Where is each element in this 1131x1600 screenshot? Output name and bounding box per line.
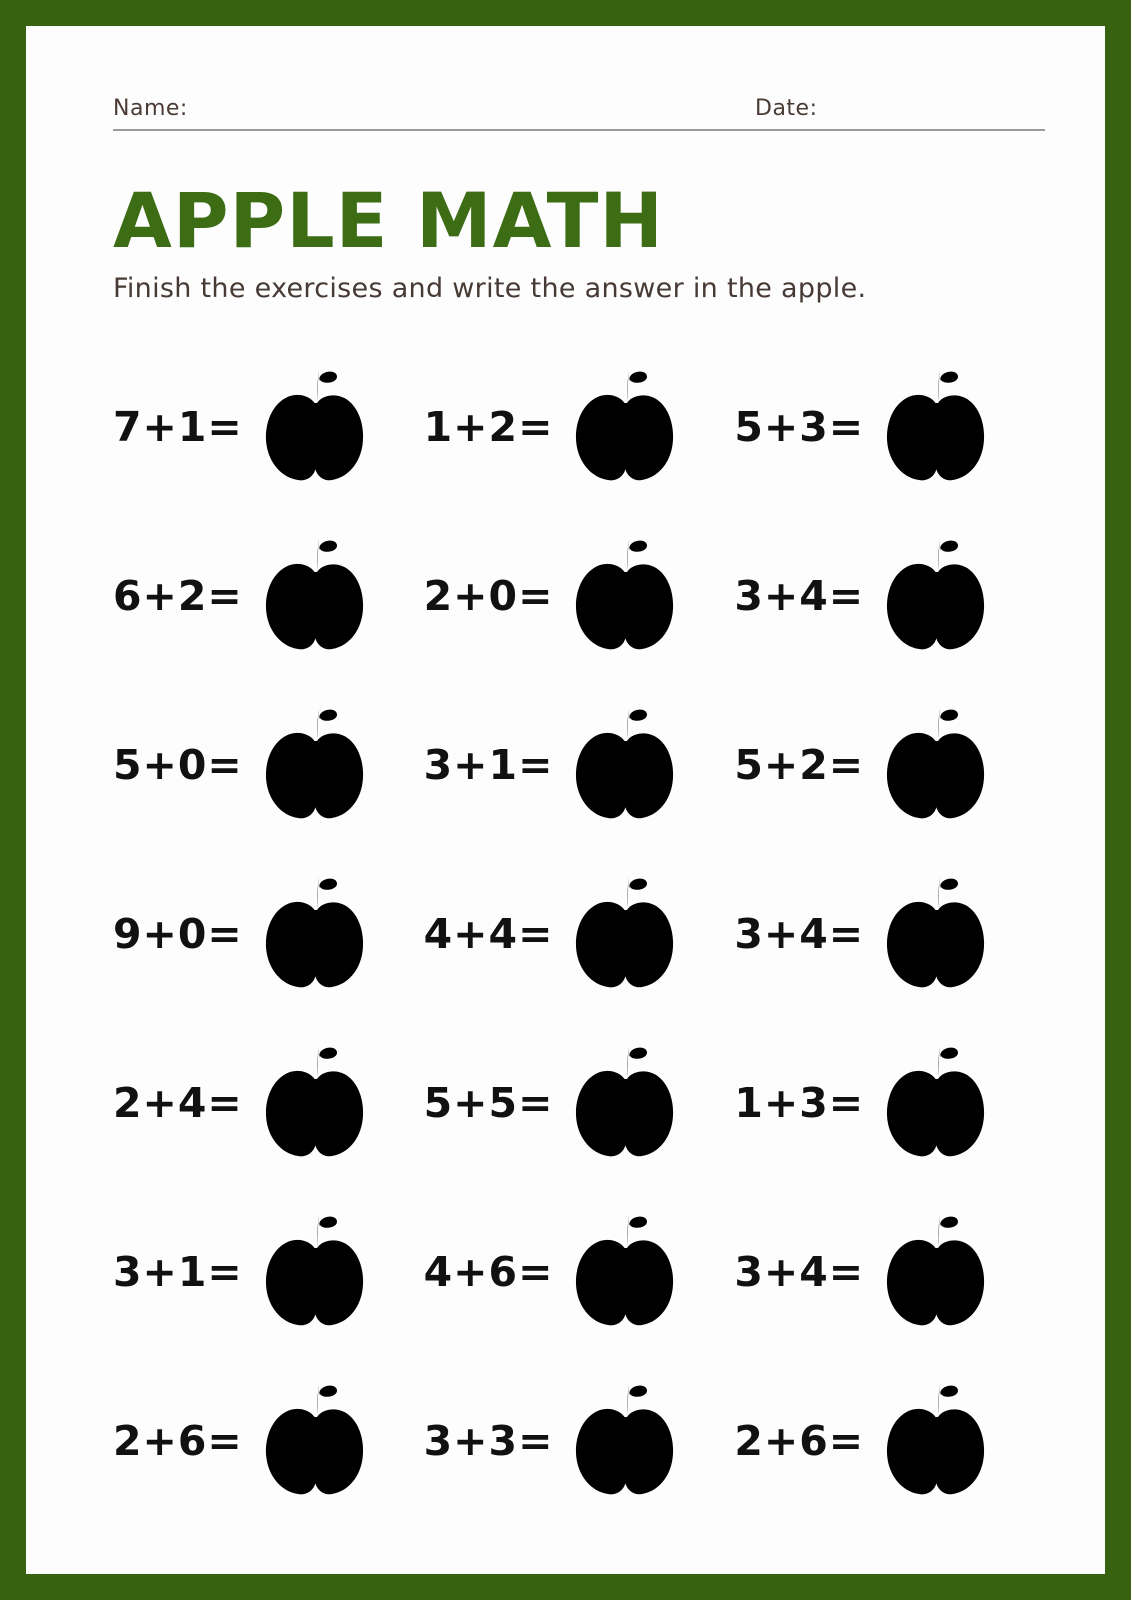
instructions-text: Finish the exercises and write the answer in the apple.: [113, 273, 867, 304]
problem-cell: [734, 849, 1045, 1018]
problem-cell: [113, 1187, 424, 1356]
problem-expression: 3+4=: [734, 909, 865, 958]
problem-expression: 2+4=: [113, 1078, 243, 1127]
problem-expression: 2+0=: [423, 571, 554, 620]
apple-outline-answer-area[interactable]: [569, 692, 685, 838]
apple-outline-answer-area[interactable]: [880, 1030, 996, 1176]
problem-expression: 5+0=: [113, 740, 243, 789]
problem-cell: [734, 511, 1045, 680]
header-row: [113, 96, 1045, 122]
problem-cell: [424, 511, 735, 680]
problem-expression: 2+6=: [113, 1416, 243, 1465]
problem-expression: 3+3=: [423, 1416, 554, 1465]
problem-cell: [113, 849, 424, 1018]
apple-outline-answer-area[interactable]: [880, 861, 996, 1007]
problem-cell: [424, 1356, 735, 1525]
apple-outline-answer-area[interactable]: [259, 861, 375, 1007]
apple-outline-answer-area[interactable]: [569, 1030, 685, 1176]
apple-outline-answer-area[interactable]: [880, 1199, 996, 1345]
problem-cell: [734, 342, 1045, 511]
problem-expression: 4+6=: [423, 1247, 554, 1296]
problem-expression: 3+4=: [734, 1247, 865, 1296]
worksheet-page: [26, 26, 1105, 1574]
problem-cell: [113, 342, 424, 511]
apple-outline-answer-area[interactable]: [259, 1368, 375, 1514]
problem-cell: [424, 1018, 735, 1187]
problem-expression: 3+1=: [113, 1247, 243, 1296]
apple-outline-answer-area[interactable]: [569, 523, 685, 669]
apple-outline-answer-area[interactable]: [880, 1368, 996, 1514]
apple-outline-answer-area[interactable]: [569, 861, 685, 1007]
apple-outline-answer-area[interactable]: [880, 523, 996, 669]
problem-expression: 1+3=: [734, 1078, 865, 1127]
problem-expression: 5+5=: [423, 1078, 554, 1127]
problem-expression: 5+2=: [734, 740, 865, 789]
header-rule: [113, 129, 1045, 131]
apple-outline-answer-area[interactable]: [569, 1368, 685, 1514]
problem-cell: [424, 849, 735, 1018]
problem-expression: 3+1=: [423, 740, 554, 789]
apple-outline-answer-area[interactable]: [259, 1030, 375, 1176]
problem-cell: [734, 680, 1045, 849]
apple-outline-answer-area[interactable]: [259, 354, 375, 500]
problem-cell: [424, 342, 735, 511]
problem-expression: 1+2=: [423, 402, 554, 451]
apple-outline-answer-area[interactable]: [569, 354, 685, 500]
problem-expression: 3+4=: [734, 571, 865, 620]
problem-cell: [734, 1018, 1045, 1187]
apple-outline-answer-area[interactable]: [880, 692, 996, 838]
apple-outline-answer-area[interactable]: [259, 692, 375, 838]
problem-cell: [734, 1187, 1045, 1356]
problems-grid: [113, 342, 1045, 1525]
problem-cell: [113, 1018, 424, 1187]
problem-expression: 9+0=: [113, 909, 243, 958]
problem-cell: [424, 1187, 735, 1356]
date-label: Date:: [755, 96, 818, 121]
problem-expression: 6+2=: [113, 571, 243, 620]
apple-outline-answer-area[interactable]: [880, 354, 996, 500]
problem-cell: [113, 511, 424, 680]
problem-cell: [424, 680, 735, 849]
problem-cell: [113, 1356, 424, 1525]
apple-outline-answer-area[interactable]: [259, 1199, 375, 1345]
page-title: APPLE MATH: [113, 176, 665, 265]
apple-outline-answer-area[interactable]: [569, 1199, 685, 1345]
problem-expression: 4+4=: [423, 909, 554, 958]
apple-outline-answer-area[interactable]: [259, 523, 375, 669]
problem-cell: [734, 1356, 1045, 1525]
problem-expression: 5+3=: [734, 402, 865, 451]
problem-expression: 2+6=: [734, 1416, 865, 1465]
problem-expression: 7+1=: [113, 402, 243, 451]
problem-cell: [113, 680, 424, 849]
name-label: Name:: [113, 96, 188, 121]
